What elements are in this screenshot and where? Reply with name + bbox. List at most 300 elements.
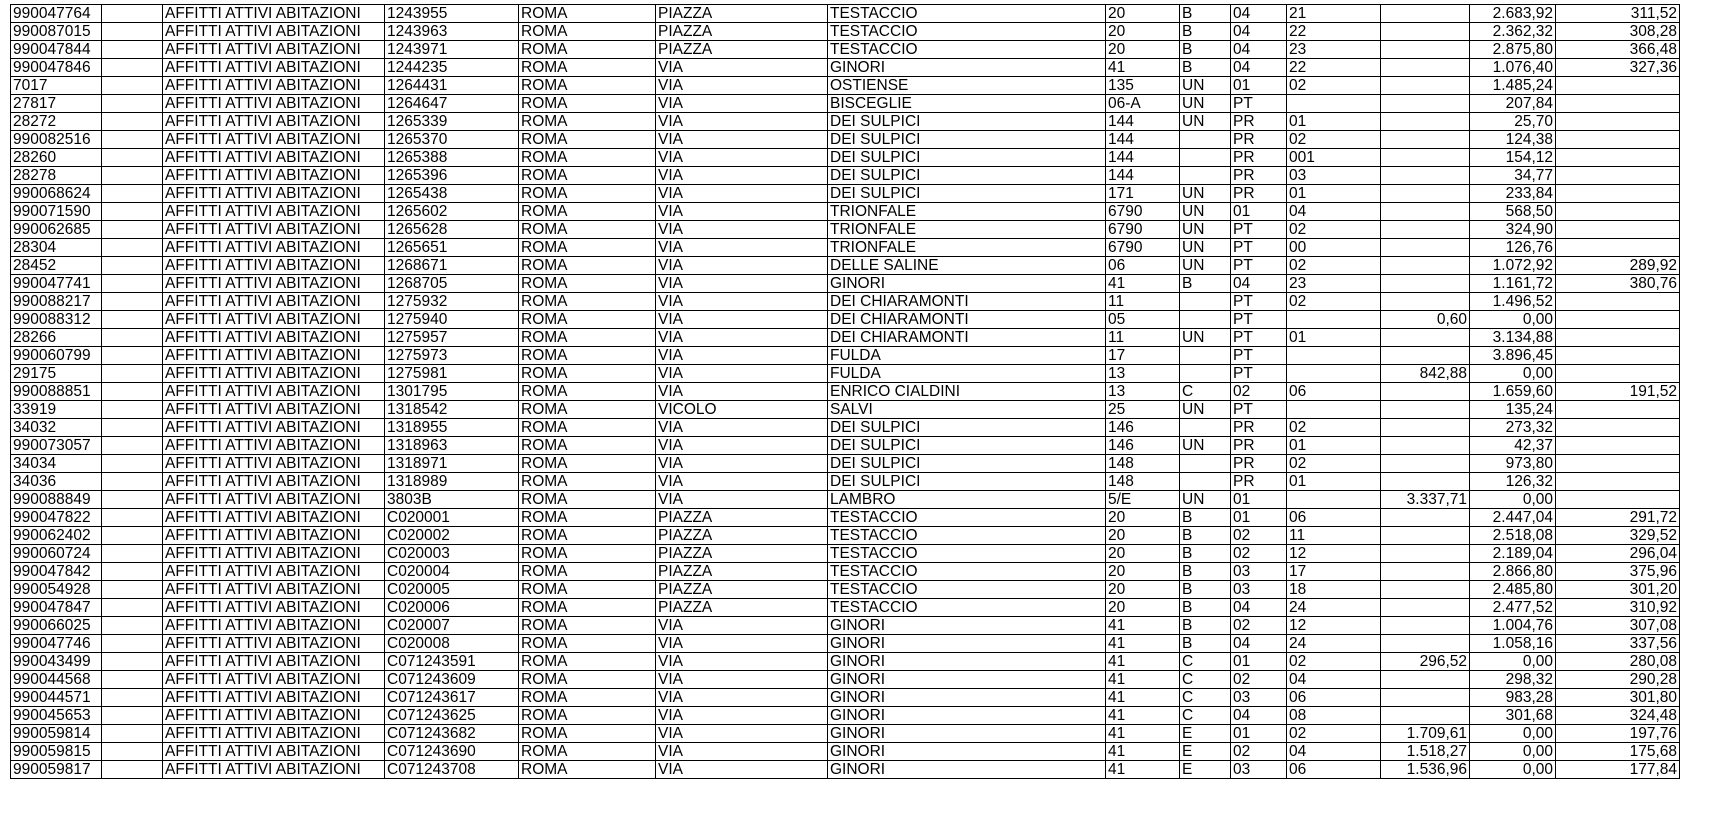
cell-blank bbox=[102, 617, 163, 635]
cell-street-type: VIA bbox=[656, 635, 828, 653]
cell-amount-c: 337,56 bbox=[1556, 635, 1680, 653]
table-row bbox=[11, 383, 1680, 401]
cell-city: ROMA bbox=[519, 275, 656, 293]
cell-code: 990087015 bbox=[11, 23, 102, 41]
cell-stair: B bbox=[1180, 5, 1231, 23]
cell-category: AFFITTI ATTIVI ABITAZIONI bbox=[163, 239, 385, 257]
cell-stair: B bbox=[1180, 635, 1231, 653]
cell-blank bbox=[102, 599, 163, 617]
cell-amount-b: 2.485,80 bbox=[1470, 581, 1556, 599]
cell-category: AFFITTI ATTIVI ABITAZIONI bbox=[163, 113, 385, 131]
cell-street-type: VIA bbox=[656, 473, 828, 491]
cell-amount-a bbox=[1381, 671, 1470, 689]
table-row bbox=[11, 293, 1680, 311]
cell-category: AFFITTI ATTIVI ABITAZIONI bbox=[163, 167, 385, 185]
cell-stair bbox=[1180, 149, 1231, 167]
cell-street-name: GINORI bbox=[828, 761, 1106, 779]
cell-amount-a bbox=[1381, 41, 1470, 59]
cell-ref: 1275981 bbox=[385, 365, 519, 383]
cell-amount-c: 311,52 bbox=[1556, 5, 1680, 23]
table-row bbox=[11, 131, 1680, 149]
cell-city: ROMA bbox=[519, 221, 656, 239]
cell-stair: E bbox=[1180, 761, 1231, 779]
cell-street-type: VIA bbox=[656, 275, 828, 293]
cell-blank bbox=[102, 329, 163, 347]
cell-unit bbox=[1287, 95, 1381, 113]
cell-code: 990088312 bbox=[11, 311, 102, 329]
cell-stair bbox=[1180, 311, 1231, 329]
cell-amount-b: 0,00 bbox=[1470, 311, 1556, 329]
cell-street-name: DEI SULPICI bbox=[828, 113, 1106, 131]
cell-unit bbox=[1287, 401, 1381, 419]
cell-stair bbox=[1180, 131, 1231, 149]
cell-street-name: TESTACCIO bbox=[828, 23, 1106, 41]
cell-street-name: DEI CHIARAMONTI bbox=[828, 311, 1106, 329]
table-row bbox=[11, 545, 1680, 563]
cell-code: 990082516 bbox=[11, 131, 102, 149]
cell-amount-c: 296,04 bbox=[1556, 545, 1680, 563]
cell-street-type: VIA bbox=[656, 329, 828, 347]
cell-amount-c: 289,92 bbox=[1556, 257, 1680, 275]
cell-amount-b: 126,32 bbox=[1470, 473, 1556, 491]
cell-street-name: DEI SULPICI bbox=[828, 149, 1106, 167]
cell-blank bbox=[102, 293, 163, 311]
cell-unit: 12 bbox=[1287, 545, 1381, 563]
cell-code: 34034 bbox=[11, 455, 102, 473]
cell-civic: 41 bbox=[1106, 743, 1180, 761]
cell-city: ROMA bbox=[519, 527, 656, 545]
cell-street-type: VIA bbox=[656, 455, 828, 473]
cell-ref: C071243708 bbox=[385, 761, 519, 779]
cell-amount-a bbox=[1381, 527, 1470, 545]
cell-unit: 02 bbox=[1287, 77, 1381, 95]
cell-unit: 22 bbox=[1287, 59, 1381, 77]
cell-unit bbox=[1287, 311, 1381, 329]
cell-category: AFFITTI ATTIVI ABITAZIONI bbox=[163, 545, 385, 563]
cell-street-type: VIA bbox=[656, 293, 828, 311]
cell-floor: 04 bbox=[1231, 5, 1287, 23]
cell-street-name: GINORI bbox=[828, 635, 1106, 653]
cell-street-type: VIA bbox=[656, 347, 828, 365]
table-row bbox=[11, 257, 1680, 275]
table-row bbox=[11, 725, 1680, 743]
cell-floor: 03 bbox=[1231, 581, 1287, 599]
cell-street-type: VICOLO bbox=[656, 401, 828, 419]
cell-street-type: PIAZZA bbox=[656, 599, 828, 617]
cell-ref: C071243625 bbox=[385, 707, 519, 725]
cell-street-name: GINORI bbox=[828, 743, 1106, 761]
cell-floor: PT bbox=[1231, 293, 1287, 311]
cell-city: ROMA bbox=[519, 581, 656, 599]
cell-civic: 20 bbox=[1106, 545, 1180, 563]
table-row bbox=[11, 329, 1680, 347]
cell-city: ROMA bbox=[519, 401, 656, 419]
cell-floor: 04 bbox=[1231, 23, 1287, 41]
table-row bbox=[11, 599, 1680, 617]
cell-unit: 02 bbox=[1287, 455, 1381, 473]
cell-amount-a bbox=[1381, 95, 1470, 113]
cell-blank bbox=[102, 221, 163, 239]
cell-code: 990047741 bbox=[11, 275, 102, 293]
cell-ref: C020001 bbox=[385, 509, 519, 527]
cell-category: AFFITTI ATTIVI ABITAZIONI bbox=[163, 311, 385, 329]
cell-city: ROMA bbox=[519, 473, 656, 491]
cell-amount-a: 1.709,61 bbox=[1381, 725, 1470, 743]
cell-street-name: GINORI bbox=[828, 617, 1106, 635]
cell-blank bbox=[102, 455, 163, 473]
cell-street-name: TESTACCIO bbox=[828, 545, 1106, 563]
cell-unit: 02 bbox=[1287, 221, 1381, 239]
cell-unit: 24 bbox=[1287, 635, 1381, 653]
cell-floor: 01 bbox=[1231, 509, 1287, 527]
cell-code: 7017 bbox=[11, 77, 102, 95]
cell-unit: 21 bbox=[1287, 5, 1381, 23]
cell-stair: UN bbox=[1180, 95, 1231, 113]
cell-amount-a bbox=[1381, 5, 1470, 23]
cell-street-name: TESTACCIO bbox=[828, 41, 1106, 59]
cell-blank bbox=[102, 23, 163, 41]
table-row bbox=[11, 527, 1680, 545]
cell-floor: 03 bbox=[1231, 689, 1287, 707]
cell-category: AFFITTI ATTIVI ABITAZIONI bbox=[163, 95, 385, 113]
cell-category: AFFITTI ATTIVI ABITAZIONI bbox=[163, 275, 385, 293]
cell-amount-c: 177,84 bbox=[1556, 761, 1680, 779]
cell-floor: 01 bbox=[1231, 203, 1287, 221]
cell-city: ROMA bbox=[519, 671, 656, 689]
cell-unit bbox=[1287, 347, 1381, 365]
cell-amount-a bbox=[1381, 707, 1470, 725]
cell-amount-a bbox=[1381, 473, 1470, 491]
cell-code: 34036 bbox=[11, 473, 102, 491]
cell-amount-c: 301,20 bbox=[1556, 581, 1680, 599]
cell-amount-a bbox=[1381, 275, 1470, 293]
cell-amount-a bbox=[1381, 59, 1470, 77]
cell-floor: 02 bbox=[1231, 671, 1287, 689]
table-row bbox=[11, 275, 1680, 293]
cell-civic: 13 bbox=[1106, 365, 1180, 383]
cell-amount-b: 298,32 bbox=[1470, 671, 1556, 689]
cell-city: ROMA bbox=[519, 293, 656, 311]
cell-blank bbox=[102, 131, 163, 149]
cell-city: ROMA bbox=[519, 653, 656, 671]
cell-amount-c bbox=[1556, 203, 1680, 221]
cell-code: 990068624 bbox=[11, 185, 102, 203]
cell-ref: C020004 bbox=[385, 563, 519, 581]
cell-category: AFFITTI ATTIVI ABITAZIONI bbox=[163, 491, 385, 509]
cell-street-name: LAMBRO bbox=[828, 491, 1106, 509]
cell-ref: 1264647 bbox=[385, 95, 519, 113]
cell-unit: 23 bbox=[1287, 41, 1381, 59]
cell-stair: C bbox=[1180, 653, 1231, 671]
cell-stair: B bbox=[1180, 617, 1231, 635]
cell-ref: 1265339 bbox=[385, 113, 519, 131]
cell-city: ROMA bbox=[519, 77, 656, 95]
table-row bbox=[11, 113, 1680, 131]
cell-street-type: PIAZZA bbox=[656, 509, 828, 527]
cell-civic: 144 bbox=[1106, 149, 1180, 167]
cell-city: ROMA bbox=[519, 5, 656, 23]
cell-civic: 20 bbox=[1106, 5, 1180, 23]
table-row bbox=[11, 185, 1680, 203]
cell-blank bbox=[102, 311, 163, 329]
cell-floor: 01 bbox=[1231, 77, 1287, 95]
cell-amount-b: 273,32 bbox=[1470, 419, 1556, 437]
cell-blank bbox=[102, 509, 163, 527]
cell-city: ROMA bbox=[519, 707, 656, 725]
cell-street-name: TESTACCIO bbox=[828, 5, 1106, 23]
cell-street-type: VIA bbox=[656, 95, 828, 113]
cell-blank bbox=[102, 257, 163, 275]
cell-code: 990062402 bbox=[11, 527, 102, 545]
cell-amount-a bbox=[1381, 437, 1470, 455]
table-row bbox=[11, 239, 1680, 257]
cell-street-name: GINORI bbox=[828, 689, 1106, 707]
table-row bbox=[11, 95, 1680, 113]
cell-unit: 08 bbox=[1287, 707, 1381, 725]
cell-amount-c: 290,28 bbox=[1556, 671, 1680, 689]
cell-code: 990059814 bbox=[11, 725, 102, 743]
cell-floor: PT bbox=[1231, 365, 1287, 383]
cell-amount-c: 380,76 bbox=[1556, 275, 1680, 293]
cell-ref: C020008 bbox=[385, 635, 519, 653]
cell-city: ROMA bbox=[519, 257, 656, 275]
cell-amount-a bbox=[1381, 581, 1470, 599]
cell-floor: PT bbox=[1231, 347, 1287, 365]
cell-stair: B bbox=[1180, 23, 1231, 41]
cell-code: 990059815 bbox=[11, 743, 102, 761]
cell-stair bbox=[1180, 347, 1231, 365]
cell-amount-c bbox=[1556, 293, 1680, 311]
cell-blank bbox=[102, 653, 163, 671]
cell-ref: 1265651 bbox=[385, 239, 519, 257]
cell-amount-b: 973,80 bbox=[1470, 455, 1556, 473]
cell-stair: B bbox=[1180, 59, 1231, 77]
cell-amount-b: 25,70 bbox=[1470, 113, 1556, 131]
cell-ref: C071243690 bbox=[385, 743, 519, 761]
cell-amount-a bbox=[1381, 77, 1470, 95]
cell-stair: UN bbox=[1180, 113, 1231, 131]
cell-unit: 18 bbox=[1287, 581, 1381, 599]
cell-civic: 11 bbox=[1106, 293, 1180, 311]
cell-ref: 1318971 bbox=[385, 455, 519, 473]
cell-category: AFFITTI ATTIVI ABITAZIONI bbox=[163, 257, 385, 275]
table-row bbox=[11, 149, 1680, 167]
cell-stair: UN bbox=[1180, 77, 1231, 95]
cell-civic: 41 bbox=[1106, 707, 1180, 725]
table-row bbox=[11, 581, 1680, 599]
cell-floor: 02 bbox=[1231, 617, 1287, 635]
cell-street-name: ENRICO CIALDINI bbox=[828, 383, 1106, 401]
cell-stair: UN bbox=[1180, 329, 1231, 347]
table-row bbox=[11, 203, 1680, 221]
data-table bbox=[10, 4, 1680, 779]
table-row bbox=[11, 689, 1680, 707]
cell-street-name: FULDA bbox=[828, 347, 1106, 365]
cell-street-name: TRIONFALE bbox=[828, 221, 1106, 239]
cell-amount-a bbox=[1381, 383, 1470, 401]
cell-street-name: GINORI bbox=[828, 707, 1106, 725]
cell-street-name: GINORI bbox=[828, 725, 1106, 743]
cell-blank bbox=[102, 401, 163, 419]
cell-floor: 02 bbox=[1231, 383, 1287, 401]
cell-amount-a bbox=[1381, 401, 1470, 419]
cell-street-name: DEI SULPICI bbox=[828, 455, 1106, 473]
cell-code: 990088851 bbox=[11, 383, 102, 401]
cell-street-name: TRIONFALE bbox=[828, 203, 1106, 221]
cell-civic: 41 bbox=[1106, 761, 1180, 779]
cell-code: 28260 bbox=[11, 149, 102, 167]
cell-code: 33919 bbox=[11, 401, 102, 419]
cell-city: ROMA bbox=[519, 509, 656, 527]
cell-amount-a bbox=[1381, 149, 1470, 167]
cell-category: AFFITTI ATTIVI ABITAZIONI bbox=[163, 527, 385, 545]
cell-code: 28278 bbox=[11, 167, 102, 185]
cell-ref: 1268671 bbox=[385, 257, 519, 275]
cell-city: ROMA bbox=[519, 23, 656, 41]
cell-code: 990066025 bbox=[11, 617, 102, 635]
cell-code: 990045653 bbox=[11, 707, 102, 725]
cell-floor: PT bbox=[1231, 221, 1287, 239]
cell-amount-a bbox=[1381, 221, 1470, 239]
cell-amount-c bbox=[1556, 149, 1680, 167]
cell-street-type: VIA bbox=[656, 149, 828, 167]
cell-ref: C071243591 bbox=[385, 653, 519, 671]
cell-amount-c bbox=[1556, 113, 1680, 131]
cell-amount-c bbox=[1556, 167, 1680, 185]
cell-city: ROMA bbox=[519, 113, 656, 131]
cell-amount-b: 126,76 bbox=[1470, 239, 1556, 257]
cell-street-type: PIAZZA bbox=[656, 581, 828, 599]
cell-unit bbox=[1287, 365, 1381, 383]
cell-city: ROMA bbox=[519, 689, 656, 707]
cell-city: ROMA bbox=[519, 455, 656, 473]
cell-unit: 04 bbox=[1287, 743, 1381, 761]
cell-floor: 04 bbox=[1231, 599, 1287, 617]
cell-amount-c bbox=[1556, 347, 1680, 365]
cell-amount-b: 3.896,45 bbox=[1470, 347, 1556, 365]
cell-blank bbox=[102, 185, 163, 203]
cell-blank bbox=[102, 5, 163, 23]
cell-street-type: VIA bbox=[656, 617, 828, 635]
cell-street-name: TESTACCIO bbox=[828, 527, 1106, 545]
cell-blank bbox=[102, 437, 163, 455]
cell-city: ROMA bbox=[519, 311, 656, 329]
cell-blank bbox=[102, 563, 163, 581]
cell-floor: 02 bbox=[1231, 527, 1287, 545]
cell-civic: 41 bbox=[1106, 617, 1180, 635]
cell-civic: 6790 bbox=[1106, 203, 1180, 221]
cell-amount-c: 375,96 bbox=[1556, 563, 1680, 581]
cell-category: AFFITTI ATTIVI ABITAZIONI bbox=[163, 329, 385, 347]
cell-floor: 04 bbox=[1231, 41, 1287, 59]
cell-street-type: VIA bbox=[656, 725, 828, 743]
cell-ref: 1275940 bbox=[385, 311, 519, 329]
cell-street-type: VIA bbox=[656, 437, 828, 455]
cell-amount-b: 124,38 bbox=[1470, 131, 1556, 149]
cell-unit: 06 bbox=[1287, 383, 1381, 401]
cell-street-name: GINORI bbox=[828, 653, 1106, 671]
cell-street-name: OSTIENSE bbox=[828, 77, 1106, 95]
cell-blank bbox=[102, 203, 163, 221]
cell-code: 990047846 bbox=[11, 59, 102, 77]
cell-street-type: VIA bbox=[656, 419, 828, 437]
cell-amount-b: 0,00 bbox=[1470, 725, 1556, 743]
cell-street-type: VIA bbox=[656, 383, 828, 401]
cell-amount-c bbox=[1556, 437, 1680, 455]
table-row bbox=[11, 437, 1680, 455]
cell-stair: UN bbox=[1180, 401, 1231, 419]
cell-amount-a bbox=[1381, 347, 1470, 365]
cell-ref: 1318963 bbox=[385, 437, 519, 455]
cell-code: 990059817 bbox=[11, 761, 102, 779]
cell-unit: 00 bbox=[1287, 239, 1381, 257]
cell-unit: 01 bbox=[1287, 185, 1381, 203]
cell-street-name: DEI CHIARAMONTI bbox=[828, 293, 1106, 311]
cell-unit: 23 bbox=[1287, 275, 1381, 293]
cell-category: AFFITTI ATTIVI ABITAZIONI bbox=[163, 725, 385, 743]
cell-civic: 41 bbox=[1106, 275, 1180, 293]
cell-amount-c: 291,72 bbox=[1556, 509, 1680, 527]
cell-street-name: DELLE SALINE bbox=[828, 257, 1106, 275]
cell-blank bbox=[102, 347, 163, 365]
cell-ref: 1318542 bbox=[385, 401, 519, 419]
cell-street-type: VIA bbox=[656, 653, 828, 671]
cell-floor: 04 bbox=[1231, 707, 1287, 725]
cell-category: AFFITTI ATTIVI ABITAZIONI bbox=[163, 635, 385, 653]
table-row bbox=[11, 707, 1680, 725]
cell-stair: E bbox=[1180, 725, 1231, 743]
cell-city: ROMA bbox=[519, 383, 656, 401]
cell-city: ROMA bbox=[519, 203, 656, 221]
cell-category: AFFITTI ATTIVI ABITAZIONI bbox=[163, 221, 385, 239]
cell-amount-b: 1.496,52 bbox=[1470, 293, 1556, 311]
cell-amount-b: 1.659,60 bbox=[1470, 383, 1556, 401]
cell-stair: B bbox=[1180, 563, 1231, 581]
cell-amount-c: 280,08 bbox=[1556, 653, 1680, 671]
cell-code: 990054928 bbox=[11, 581, 102, 599]
cell-code: 990047847 bbox=[11, 599, 102, 617]
cell-city: ROMA bbox=[519, 95, 656, 113]
cell-unit: 02 bbox=[1287, 131, 1381, 149]
cell-category: AFFITTI ATTIVI ABITAZIONI bbox=[163, 743, 385, 761]
cell-city: ROMA bbox=[519, 725, 656, 743]
cell-civic: 146 bbox=[1106, 437, 1180, 455]
cell-amount-a bbox=[1381, 239, 1470, 257]
cell-city: ROMA bbox=[519, 437, 656, 455]
cell-amount-c: 308,28 bbox=[1556, 23, 1680, 41]
cell-unit: 11 bbox=[1287, 527, 1381, 545]
cell-amount-a bbox=[1381, 545, 1470, 563]
cell-street-type: VIA bbox=[656, 185, 828, 203]
cell-ref: C020005 bbox=[385, 581, 519, 599]
cell-stair: UN bbox=[1180, 239, 1231, 257]
table-row bbox=[11, 653, 1680, 671]
cell-street-name: TRIONFALE bbox=[828, 239, 1106, 257]
cell-floor: PR bbox=[1231, 167, 1287, 185]
cell-stair: B bbox=[1180, 275, 1231, 293]
cell-stair: UN bbox=[1180, 221, 1231, 239]
cell-amount-b: 0,00 bbox=[1470, 365, 1556, 383]
cell-code: 990088217 bbox=[11, 293, 102, 311]
cell-street-type: VIA bbox=[656, 77, 828, 95]
cell-ref: 1265370 bbox=[385, 131, 519, 149]
cell-ref: 1265388 bbox=[385, 149, 519, 167]
cell-amount-b: 0,00 bbox=[1470, 743, 1556, 761]
table-row bbox=[11, 671, 1680, 689]
cell-floor: PR bbox=[1231, 113, 1287, 131]
cell-city: ROMA bbox=[519, 185, 656, 203]
cell-stair bbox=[1180, 419, 1231, 437]
